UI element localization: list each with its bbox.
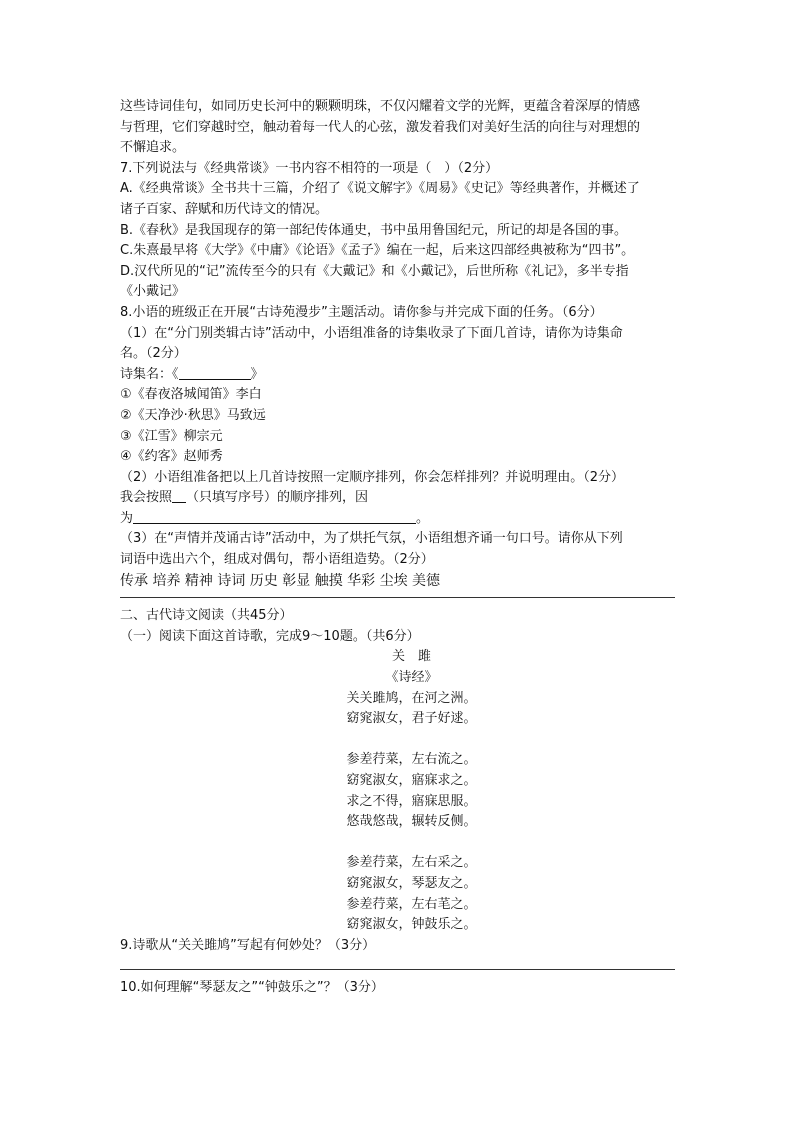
q8-sub1: （1）在“分门别类辑古诗”活动中，小语组准备的诗集收录了下面几首诗，请你为诗集命 — [120, 325, 623, 341]
option-a-cont: 诸子百家、辞赋和历代诗文的情况。 — [120, 201, 329, 217]
exam-page — [120, 97, 675, 999]
option-c: C.朱熹最早将《大学》《中庸》《论语》《孟子》编在一起，后来这四部经典被称为“四书”。 — [120, 243, 635, 259]
reason-prefix: 为 — [120, 510, 134, 526]
q8-sub3: （3）在“声情并茂诵古诗”活动中，为了烘托气氛，小语组想齐诵一句口号。请你从下列 — [120, 531, 623, 547]
poem-line: 求之不得，寤寐思服。 — [346, 793, 477, 809]
poem-item: ②《天净沙·秋思》马致远 — [120, 407, 266, 423]
stanza-gap — [120, 730, 675, 751]
poem-line: 参差荇菜，左右流之。 — [346, 752, 477, 768]
collection-close: 》 — [250, 366, 264, 382]
poem-line: 参差荇菜，左右采之。 — [346, 855, 477, 871]
question-9: 9.诗歌从“关关雎鸠”写起有何妙处？（3分） — [120, 937, 376, 953]
q8-sub3-cont: 词语中选出六个，组成对偶句，帮小语组造势。（2分） — [120, 552, 434, 568]
reason-end: 。 — [416, 510, 430, 526]
order-answer-prefix: 我会按照 — [120, 490, 173, 506]
poem-source: 《诗经》 — [385, 670, 438, 686]
option-a: A.《经典常谈》全书共十三篇，介绍了《说文解字》《周易》《史记》等经典著作，并概述了 — [120, 181, 640, 197]
poem-title: 关 雎 — [391, 649, 431, 665]
poem-line: 窈窕淑女，寤寐求之。 — [346, 773, 477, 788]
poem-item: ①《春夜洛城闻笛》李白 — [120, 387, 262, 403]
collection-name-blank[interactable] — [179, 366, 251, 380]
poem-line: 关关雎鸠，在河之洲。 — [346, 690, 477, 706]
poem-guanju — [120, 647, 675, 935]
poem-line: 悠哉悠哉，辗转反侧。 — [346, 814, 477, 830]
intro-line: 这些诗词佳句，如同历史长河中的颗颗明珠，不仅闪耀着文学的光辉，更蕴含着深厚的情感 — [120, 99, 641, 114]
collection-label: 诗集名：《 — [120, 366, 179, 382]
q8-sub1-cont: 名。（2分） — [120, 346, 187, 362]
poem-line: 窈窕淑女，琴瑟友之。 — [346, 875, 477, 891]
question-7-stem: 7.下列说法与《经典常谈》一书内容不相符的一项是（ ）（2分） — [120, 160, 499, 176]
poem-item: ④《约客》赵师秀 — [120, 449, 223, 465]
stanza-gap — [120, 833, 675, 854]
option-d: D.汉代所见的“记”流传至今的只有《大戴记》和《小戴记》，后世所称《礼记》，多半专指 — [120, 263, 629, 279]
order-answer-row — [120, 488, 675, 509]
section-2-title: 二、古代诗文阅读（共45分） — [120, 608, 293, 624]
poem-line: 参差荇菜，左右芼之。 — [346, 896, 477, 912]
poem-line: 窈窕淑女，钟鼓乐之。 — [346, 917, 477, 933]
option-b: B.《春秋》是我国现存的第一部纪传体通史，书中虽用鲁国纪元，所记的却是各国的事。 — [120, 222, 628, 238]
answer-line — [120, 969, 675, 970]
word-bank: 传承 培养 精神 诗词 历史 彰显 触摸 华彩 尘埃 美德 — [120, 572, 441, 589]
order-answer-suffix: （只填写序号）的顺序排列，因 — [186, 490, 369, 506]
q8-sub2: （2）小语组准备把以上几首诗按照一定顺序排列，你会怎样排列？并说明理由。（2分） — [120, 469, 625, 485]
question-10: 10.如何理解“琴瑟友之”“钟鼓乐之”？（3分） — [120, 980, 384, 996]
reason-blank[interactable] — [133, 510, 416, 524]
option-d-cont: 《小戴记》 — [120, 284, 186, 300]
collection-name-row — [120, 365, 675, 386]
intro-line: 不懈追求。 — [120, 140, 186, 156]
order-blank[interactable] — [172, 489, 186, 503]
poem-line: 窈窕淑女，君子好逑。 — [346, 711, 477, 727]
poem-item: ③《江雪》柳宗元 — [120, 428, 223, 444]
part-1-heading: （一）阅读下面这首诗歌，完成9～10题。（共6分） — [120, 628, 420, 644]
intro-line: 与哲理，它们穿越时空，触动着每一代人的心弦，激发着我们对美好生活的向往与对理想的 — [120, 119, 641, 135]
reason-answer-row — [120, 509, 675, 530]
answer-line — [120, 597, 675, 598]
question-8-stem: 8.小语的班级正在开展“古诗苑漫步”主题活动。请你参与并完成下面的任务。（6分） — [120, 304, 603, 320]
